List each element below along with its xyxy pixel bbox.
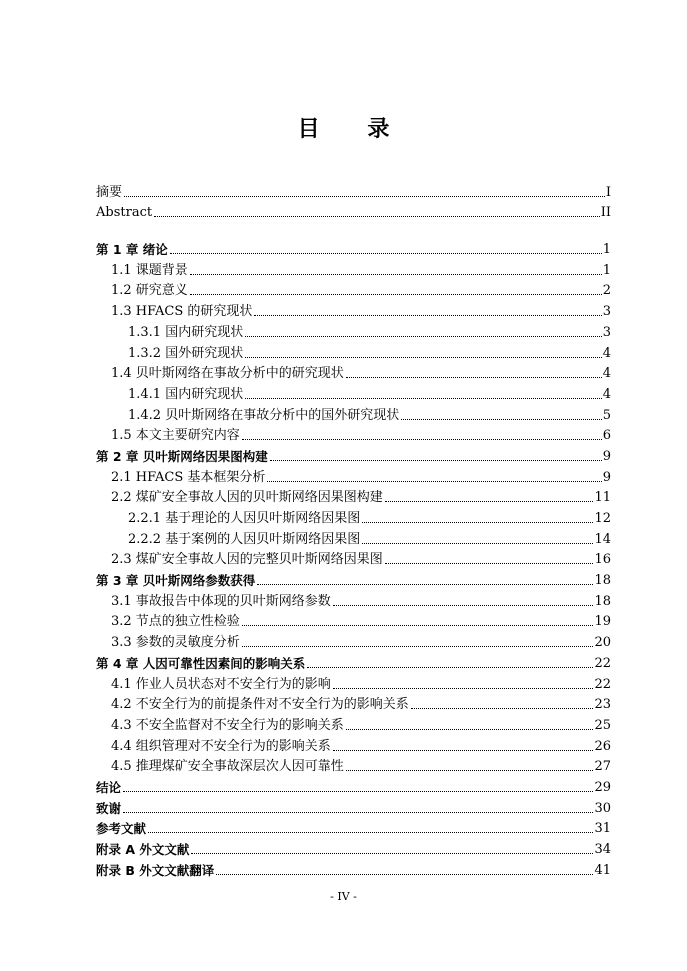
toc-leader-dots [170, 253, 602, 254]
toc-entry-page: 23 [594, 697, 611, 713]
toc-leader-dots [242, 439, 602, 440]
table-of-contents [96, 180, 611, 879]
toc-entry-page: 30 [594, 800, 611, 816]
toc-entry-page: 27 [594, 759, 611, 775]
toc-entry[interactable] [96, 548, 611, 569]
toc-leader-dots [333, 750, 594, 751]
toc-entry-label: 1.2 研究意义 [111, 283, 188, 299]
toc-entry-label: 2.2 煤矿安全事故人因的贝叶斯网络因果图构建 [111, 490, 383, 506]
page-title: 目 录 [297, 117, 410, 142]
toc-entry-label: Abstract [96, 205, 153, 221]
toc-leader-dots [123, 791, 593, 792]
toc-entry[interactable] [96, 858, 611, 879]
toc-leader-dots [190, 274, 602, 275]
toc-entry-page: 4 [602, 345, 611, 361]
toc-entry-label: 1.4.2 贝叶斯网络在事故分析中的国外研究现状 [128, 407, 400, 423]
toc-entry-label: 1.1 课题背景 [111, 262, 188, 278]
toc-leader-dots [346, 770, 594, 771]
toc-entry-label: 第 2 章 贝叶斯网络因果图构建 [96, 448, 268, 464]
toc-entry[interactable] [96, 630, 611, 651]
toc-entry[interactable] [96, 817, 611, 838]
toc-entry-label: 第 1 章 绪论 [96, 242, 168, 258]
toc-entry-label: 第 3 章 贝叶斯网络参数获得 [96, 573, 256, 589]
toc-leader-dots [242, 625, 594, 626]
toc-entry[interactable] [96, 279, 611, 300]
toc-entry-label: 2.2.1 基于理论的人因贝叶斯网络因果图 [128, 511, 361, 526]
toc-leader-dots [245, 357, 602, 358]
toc-entry[interactable] [96, 465, 611, 486]
toc-entry[interactable] [96, 237, 611, 258]
toc-entry-label: 参考文献 [96, 821, 147, 837]
toc-entry-page: 9 [602, 448, 611, 464]
toc-entry[interactable] [96, 672, 611, 693]
toc-leader-dots [307, 667, 593, 668]
toc-leader-dots [216, 874, 593, 875]
toc-leader-dots [385, 501, 594, 502]
toc-entry-label: 1.3.1 国内研究现状 [128, 324, 244, 340]
toc-entry[interactable] [96, 527, 611, 548]
toc-entry-label: 附录 B 外文文献翻译 [96, 862, 215, 878]
toc-entry-label: 4.4 组织管理对不安全行为的影响关系 [111, 738, 331, 754]
toc-entry-page: 34 [594, 842, 611, 857]
toc-entry-label: 3.2 节点的独立性检验 [111, 614, 240, 630]
toc-entry-page: 1 [602, 262, 611, 278]
toc-entry[interactable] [96, 403, 611, 424]
toc-entry-page: 4 [602, 386, 611, 402]
toc-leader-dots [124, 196, 605, 197]
toc-entry-label: 4.5 推理煤矿安全事故深层次人因可靠性 [111, 759, 344, 775]
toc-entry-page: 12 [594, 511, 611, 526]
toc-entry-label: 4.2 不安全行为的前提条件对不安全行为的影响关系 [111, 697, 409, 713]
toc-entry[interactable] [96, 651, 611, 672]
toc-entry-page: 2 [602, 283, 611, 299]
toc-leader-dots [346, 377, 602, 378]
toc-entry-label: 1.3.2 国外研究现状 [128, 345, 244, 361]
toc-entry-label: 1.5 本文主要研究内容 [111, 428, 240, 444]
toc-entry-page: 26 [594, 738, 611, 754]
toc-entry-page: 11 [594, 490, 611, 506]
toc-leader-dots [362, 522, 593, 523]
page-number: - IV - [330, 890, 357, 903]
toc-entry[interactable] [96, 341, 611, 362]
toc-entry[interactable] [96, 837, 611, 858]
toc-entry-page: 5 [602, 407, 611, 423]
toc-leader-dots [333, 688, 594, 689]
toc-spacer [96, 221, 611, 237]
toc-entry-page: 6 [602, 428, 611, 444]
toc-entry-label: 4.1 作业人员状态对不安全行为的影响 [111, 676, 331, 692]
toc-entry-page: 4 [602, 366, 611, 382]
toc-entry-label: 1.4 贝叶斯网络在事故分析中的研究现状 [111, 366, 344, 382]
toc-entry[interactable] [96, 320, 611, 341]
toc-entry-label: 致谢 [96, 800, 122, 816]
toc-entry[interactable] [96, 201, 611, 222]
toc-entry-page: 18 [594, 573, 611, 589]
toc-entry-label: 3.1 事故报告中体现的贝叶斯网络参数 [111, 593, 331, 609]
toc-entry-label: 2.1 HFACS 基本框架分析 [111, 469, 266, 485]
toc-leader-dots [245, 336, 602, 337]
toc-entry[interactable] [96, 693, 611, 714]
toc-leader-dots [154, 216, 600, 217]
toc-entry[interactable] [96, 424, 611, 445]
toc-entry-label: 1.4.1 国内研究现状 [128, 386, 244, 402]
toc-entry-page: 16 [594, 552, 611, 568]
toc-entry[interactable] [96, 506, 611, 527]
toc-entry-page: 14 [594, 531, 611, 547]
toc-entry-page: 31 [594, 821, 611, 837]
toc-entry[interactable] [96, 486, 611, 507]
toc-leader-dots [411, 708, 594, 709]
toc-leader-dots [257, 584, 593, 585]
toc-leader-dots [123, 812, 593, 813]
toc-entry[interactable] [96, 362, 611, 383]
toc-entry-page: 19 [594, 614, 611, 630]
toc-leader-dots [333, 605, 594, 606]
toc-entry[interactable] [96, 444, 611, 465]
toc-entry-label: 3.3 参数的灵敏度分析 [111, 635, 240, 651]
toc-entry-page: 9 [602, 469, 611, 485]
toc-entry-page: 3 [602, 304, 611, 320]
toc-entry-label: 4.3 不安全监督对不安全行为的影响关系 [111, 717, 344, 733]
toc-entry-page: 29 [594, 779, 611, 795]
toc-entry-page: 25 [594, 717, 611, 733]
toc-entry[interactable] [96, 589, 611, 610]
toc-entry[interactable] [96, 299, 611, 320]
toc-entry-page: I [605, 184, 611, 200]
toc-leader-dots [242, 646, 594, 647]
toc-leader-dots [385, 563, 594, 564]
toc-entry-page: 3 [602, 324, 611, 340]
toc-entry-label: 结论 [96, 779, 122, 795]
toc-leader-dots [267, 481, 601, 482]
toc-entry-label: 2.3 煤矿安全事故人因的完整贝叶斯网络因果图 [111, 552, 383, 568]
toc-entry-label: 2.2.2 基于案例的人因贝叶斯网络因果图 [128, 531, 361, 547]
toc-entry-page: 18 [594, 593, 611, 609]
toc-entry[interactable] [96, 775, 611, 796]
toc-leader-dots [190, 294, 602, 295]
toc-entry[interactable] [96, 734, 611, 755]
toc-entry[interactable] [96, 796, 611, 817]
toc-entry-page: 22 [594, 676, 611, 692]
toc-leader-dots [254, 315, 601, 316]
toc-entry-page: II [600, 205, 611, 221]
toc-entry[interactable] [96, 568, 611, 589]
toc-leader-dots [346, 729, 594, 730]
toc-entry-label: 第 4 章 人因可靠性因素间的影响关系 [96, 655, 306, 671]
toc-leader-dots [270, 460, 602, 461]
toc-entry-label: 1.3 HFACS 的研究现状 [111, 304, 253, 320]
toc-entry-page: 1 [602, 242, 611, 258]
toc-leader-dots [362, 543, 593, 544]
toc-entry[interactable] [96, 755, 611, 776]
toc-entry[interactable] [96, 258, 611, 279]
toc-entry-page: 41 [594, 862, 611, 878]
toc-leader-dots [191, 853, 593, 854]
toc-leader-dots [148, 832, 593, 833]
toc-leader-dots [245, 398, 602, 399]
toc-entry-page: 20 [594, 635, 611, 651]
toc-entry[interactable] [96, 382, 611, 403]
toc-entry-label: 附录 A 外文文献 [96, 842, 190, 857]
toc-entry[interactable] [96, 610, 611, 631]
toc-entry[interactable] [96, 180, 611, 201]
toc-entry-label: 摘要 [96, 184, 123, 200]
toc-leader-dots [401, 419, 602, 420]
toc-entry[interactable] [96, 713, 611, 734]
toc-entry-page: 22 [594, 655, 611, 671]
